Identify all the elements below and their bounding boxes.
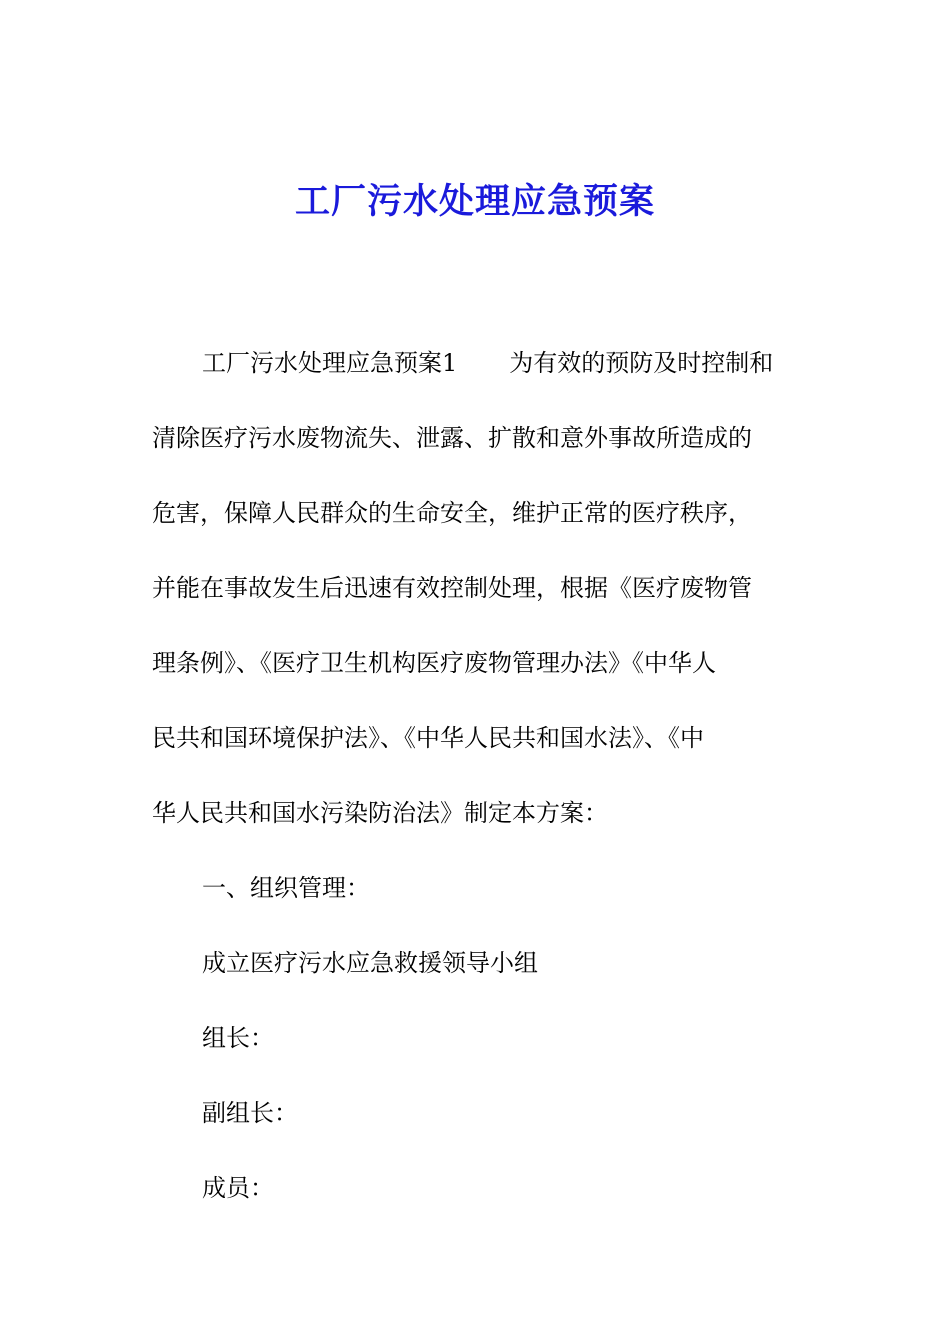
paragraph-line: 华人民共和国水污染防治法》制定本方案： [152,799,608,827]
paragraph-line: 民共和国环境保护法》、《中华人民共和国水法》、《中 [152,724,704,752]
paragraph-line [152,326,812,401]
paragraph-line: 清除医疗污水废物流失、泄露、扩散和意外事故所造成的 [152,424,752,452]
paragraph-line: 并能在事故发生后迅速有效控制处理，根据《医疗废物管 [152,574,752,602]
section-intro: 成立医疗污水应急救援领导小组 [202,949,538,977]
role-leader: 组长： [202,1024,274,1052]
role-deputy-leader: 副组长： [202,1099,298,1127]
lead-heading: 工厂污水处理应急预案1 [202,349,458,377]
paragraph-text: 为有效的预防及时控制和 [509,349,774,377]
paragraph-line: 危害，保障人民群众的生命安全，维护正常的医疗秩序， [152,499,752,527]
document-title: 工厂污水处理应急预案 [294,181,655,222]
role-members: 成员： [202,1174,274,1202]
section-heading: 一、组织管理： [202,874,370,902]
document-body [152,326,812,1226]
paragraph-line: 理条例》、《医疗卫生机构医疗废物管理办法》《中华人 [152,649,716,677]
